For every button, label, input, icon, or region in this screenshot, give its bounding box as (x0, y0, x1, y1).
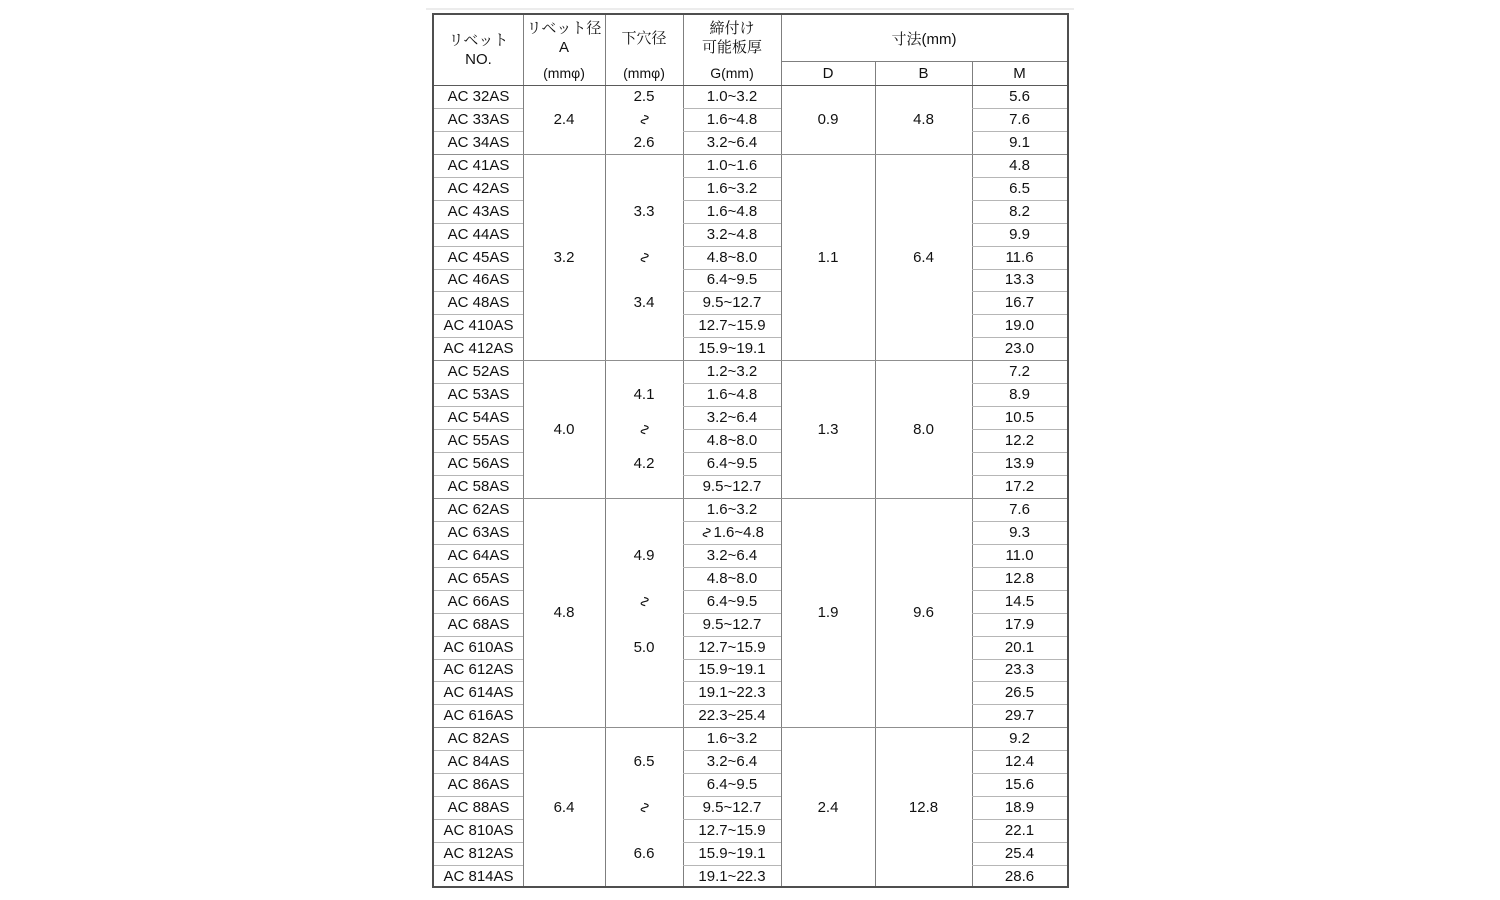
rivet-no-cell: AC 56AS (447, 455, 510, 472)
wave-dash-icon: ∿ (635, 801, 654, 814)
m-dim-cell: 23.3 (1004, 661, 1035, 679)
m-dim-cell: 17.2 (1004, 477, 1035, 495)
pilot-dia-range (605, 246, 683, 269)
m-dim-cell: 12.2 (1004, 432, 1035, 450)
m-dim-cell: 23.0 (1004, 340, 1035, 358)
rivet-no-cell: AC 82AS (447, 730, 510, 748)
header-rivet-no-line2: NO. (465, 51, 492, 68)
rivet-no-cell: AC 54AS (447, 409, 510, 427)
header-rivet-dia-line1: リベット径 (526, 20, 602, 37)
b-dim-cell: 4.8 (913, 110, 934, 128)
pilot-dia-bottom: 3.4 (633, 294, 655, 312)
rivet-no-cell: AC 810AS (443, 822, 514, 840)
grip-range-cell: 22.3~25.4 (698, 707, 766, 725)
grip-range-cell: 19.1~22.3 (698, 684, 766, 702)
grip-range-cell: 15.9~19.1 (698, 844, 766, 862)
header-rivet-no-line1: リベット (448, 32, 509, 49)
wave-dash-icon: ∿ (635, 594, 654, 608)
grip-range-cell: 15.9~19.1 (698, 661, 766, 679)
m-dim-cell: 8.2 (1009, 202, 1030, 220)
grip-range-cell: 6.4~9.5 (706, 455, 758, 472)
pilot-dia-top: 6.5 (633, 753, 655, 771)
m-dim-cell: 7.6 (1009, 500, 1030, 518)
rivet-no-cell: AC 84AS (447, 753, 510, 771)
m-dim-cell: 9.1 (1009, 133, 1030, 151)
m-dim-cell: 13.9 (1004, 455, 1035, 472)
rivet-no-cell: AC 44AS (447, 225, 510, 243)
d-dim-cell: 1.1 (817, 248, 839, 266)
header-rivet-dia-label (523, 15, 605, 61)
rivet-spec-table (432, 13, 1069, 888)
grip-range-cell: 1.2~3.2 (706, 363, 758, 381)
pilot-dia-bottom: 5.0 (633, 638, 655, 656)
grip-range-cell: 6.4~9.5 (706, 776, 758, 794)
rivet-no-cell: AC 43AS (447, 202, 510, 220)
rivet-no-cell: AC 65AS (447, 569, 510, 587)
header-pilot-dia-label (605, 15, 683, 61)
header-pilot-dia (605, 15, 683, 85)
m-dim-cell: 28.6 (1004, 867, 1035, 885)
pilot-dia-range (605, 590, 683, 613)
rivet-no-cell: AC 34AS (447, 133, 510, 151)
grip-range-cell: 4.8~8.0 (706, 569, 758, 587)
header-grip-unit: G(mm) (710, 65, 754, 81)
rivet-no-cell: AC 52AS (447, 363, 510, 381)
rivet-no-cell: AC 614AS (443, 684, 514, 702)
rivet-no-cell: AC 86AS (447, 776, 510, 794)
rivet-dia-cell: 3.2 (553, 248, 575, 266)
m-dim-cell: 15.6 (1004, 776, 1035, 794)
pilot-dia-range (605, 796, 683, 819)
rivet-no-cell: AC 48AS (447, 294, 510, 312)
b-dim-cell: 8.0 (913, 420, 934, 438)
grip-range-cell: 19.1~22.3 (698, 867, 766, 885)
header-dimensions: 寸法(mm) (891, 30, 957, 48)
rivet-dia-cell: 2.4 (553, 110, 575, 128)
m-dim-cell: 12.4 (1004, 753, 1035, 771)
rivet-no-cell: AC 68AS (447, 615, 510, 633)
m-dim-cell: 7.6 (1009, 110, 1030, 128)
grip-range-value: 1.6~4.8 (713, 523, 765, 541)
rivet-no-cell: AC 42AS (447, 179, 510, 197)
header-dim-d: D (822, 64, 834, 82)
grip-range-cell: 9.5~12.7 (702, 477, 762, 495)
grip-range-cell: 1.6~4.8 (706, 110, 758, 128)
m-dim-cell: 10.5 (1004, 409, 1035, 427)
m-dim-cell: 13.3 (1004, 271, 1035, 289)
m-dim-cell: 9.9 (1009, 225, 1030, 243)
d-dim-cell: 1.9 (817, 604, 839, 622)
m-dim-cell: 16.7 (1004, 294, 1035, 312)
rivet-no-cell: AC 33AS (447, 110, 510, 128)
wave-dash-icon: ∿ (697, 526, 716, 539)
header-pilot-dia-unit: (mmφ) (623, 65, 665, 81)
rivet-no-cell: AC 32AS (447, 87, 510, 105)
grip-range-cell: 3.2~6.4 (706, 133, 758, 151)
grip-range-cell: 4.8~8.0 (706, 248, 758, 266)
m-dim-cell: 8.9 (1009, 386, 1030, 404)
grip-range-cell: 12.7~15.9 (698, 317, 766, 335)
rivet-no-cell: AC 616AS (443, 707, 514, 725)
rivet-no-cell: AC 88AS (447, 799, 510, 817)
rivet-no-cell: AC 58AS (447, 477, 510, 495)
pilot-dia-range (605, 418, 683, 441)
m-dim-cell: 6.5 (1009, 179, 1030, 197)
m-dim-cell: 9.2 (1009, 730, 1030, 748)
m-dim-cell: 11.6 (1005, 248, 1034, 266)
grip-range-cell: 15.9~19.1 (698, 340, 766, 358)
page-top-rule-divider (426, 8, 1074, 10)
header-dim-m: M (1013, 64, 1026, 82)
grip-range-cell: 1.6~4.8 (706, 386, 758, 404)
grip-range-cell: 1.0~1.6 (706, 156, 758, 174)
grip-range-cell: 1.6~4.8 (706, 202, 758, 220)
pilot-dia-top: 4.1 (633, 386, 655, 404)
rivet-no-cell: AC 55AS (447, 432, 510, 450)
m-dim-cell: 19.0 (1004, 317, 1035, 335)
grip-range-cell: 3.2~4.8 (706, 225, 758, 243)
rivet-no-cell: AC 64AS (447, 546, 510, 564)
m-dim-cell: 9.3 (1009, 523, 1030, 541)
m-dim-cell: 14.5 (1004, 592, 1035, 610)
grip-range-cell: 3.2~6.4 (706, 753, 758, 771)
pilot-dia-bottom: 6.6 (633, 844, 655, 862)
pilot-dia-top: 3.3 (633, 202, 655, 220)
pilot-dia-range (605, 108, 683, 131)
grip-range-cell: 9.5~12.7 (702, 799, 762, 817)
rivet-dia-cell: 4.0 (553, 420, 575, 438)
dims-header-divider (781, 61, 1067, 62)
pilot-dia-top: 2.5 (633, 87, 655, 105)
rivet-no-cell: AC 610AS (443, 638, 514, 656)
m-dim-cell: 26.5 (1004, 684, 1035, 702)
header-grip-line1: 締付け (709, 20, 755, 37)
header-pilot-dia-line1: 下穴径 (621, 29, 667, 47)
rivet-no-cell: AC 53AS (447, 386, 510, 404)
rivet-dia-cell: 6.4 (553, 799, 575, 817)
grip-range-cell: 1.0~3.2 (706, 87, 758, 105)
rivet-dia-cell: 4.8 (553, 604, 575, 622)
grip-range-cell: 12.7~15.9 (698, 822, 766, 840)
header-rivet-dia-line2: A (558, 39, 569, 56)
rivet-no-cell: AC 612AS (443, 661, 514, 679)
m-dim-cell: 11.0 (1005, 546, 1034, 564)
d-dim-cell: 2.4 (817, 799, 839, 817)
grip-range-cell: 1.6~3.2 (706, 179, 758, 197)
wave-dash-icon: ∿ (635, 250, 654, 264)
rivet-no-cell: AC 41AS (447, 156, 510, 174)
header-dim-b: B (918, 64, 929, 82)
b-dim-cell: 6.4 (913, 248, 934, 266)
pilot-dia-bottom: 2.6 (633, 133, 655, 151)
m-dim-cell: 18.9 (1004, 799, 1035, 817)
rivet-no-cell: AC 410AS (443, 317, 514, 335)
b-dim-cell: 9.6 (913, 604, 934, 622)
wave-dash-icon: ∿ (635, 113, 654, 126)
grip-range-cell (683, 521, 781, 544)
rivet-no-cell: AC 46AS (447, 271, 510, 289)
rivet-no-cell: AC 66AS (447, 592, 510, 610)
grip-range-cell: 1.6~3.2 (706, 730, 758, 748)
m-dim-cell: 4.8 (1009, 156, 1030, 174)
grip-range-cell: 4.8~8.0 (706, 432, 758, 450)
m-dim-cell: 12.8 (1004, 569, 1035, 587)
m-dim-cell: 17.9 (1004, 615, 1035, 633)
d-dim-cell: 0.9 (817, 110, 839, 128)
rivet-no-cell: AC 62AS (447, 500, 510, 518)
pilot-dia-top: 4.9 (633, 546, 655, 564)
m-dim-cell: 25.4 (1004, 844, 1035, 862)
rivet-no-cell: AC 412AS (443, 340, 514, 358)
b-dim-cell: 12.8 (908, 799, 939, 817)
rivet-no-cell: AC 812AS (443, 844, 514, 862)
d-dim-cell: 1.3 (817, 420, 839, 438)
header-grip-range-label (683, 15, 781, 61)
rivet-no-cell: AC 63AS (447, 523, 510, 541)
header-rivet-no (434, 15, 523, 85)
m-dim-cell: 5.6 (1009, 87, 1030, 105)
header-grip-line2: 可能板厚 (701, 39, 762, 56)
grip-range-cell: 3.2~6.4 (706, 409, 758, 427)
grip-range-cell: 12.7~15.9 (698, 638, 766, 656)
grip-range-cell: 9.5~12.7 (702, 294, 762, 312)
m-dim-cell: 7.2 (1009, 363, 1030, 381)
header-rivet-dia-unit: (mmφ) (543, 65, 585, 81)
grip-range-cell: 9.5~12.7 (702, 615, 762, 633)
grip-range-cell: 6.4~9.5 (706, 271, 758, 289)
m-dim-cell: 20.1 (1004, 638, 1035, 656)
m-dim-cell: 22.1 (1004, 822, 1035, 840)
grip-range-cell: 3.2~6.4 (706, 546, 758, 564)
grip-range-cell: 6.4~9.5 (706, 592, 758, 610)
rivet-no-cell: AC 45AS (447, 248, 510, 266)
grip-range-cell: 1.6~3.2 (706, 500, 758, 518)
m-dim-cell: 29.7 (1004, 707, 1035, 725)
header-rivet-dia (523, 15, 605, 85)
header-grip-range (683, 15, 781, 85)
pilot-dia-bottom: 4.2 (633, 455, 655, 472)
rivet-no-cell: AC 814AS (443, 867, 514, 885)
wave-dash-icon: ∿ (635, 422, 654, 436)
